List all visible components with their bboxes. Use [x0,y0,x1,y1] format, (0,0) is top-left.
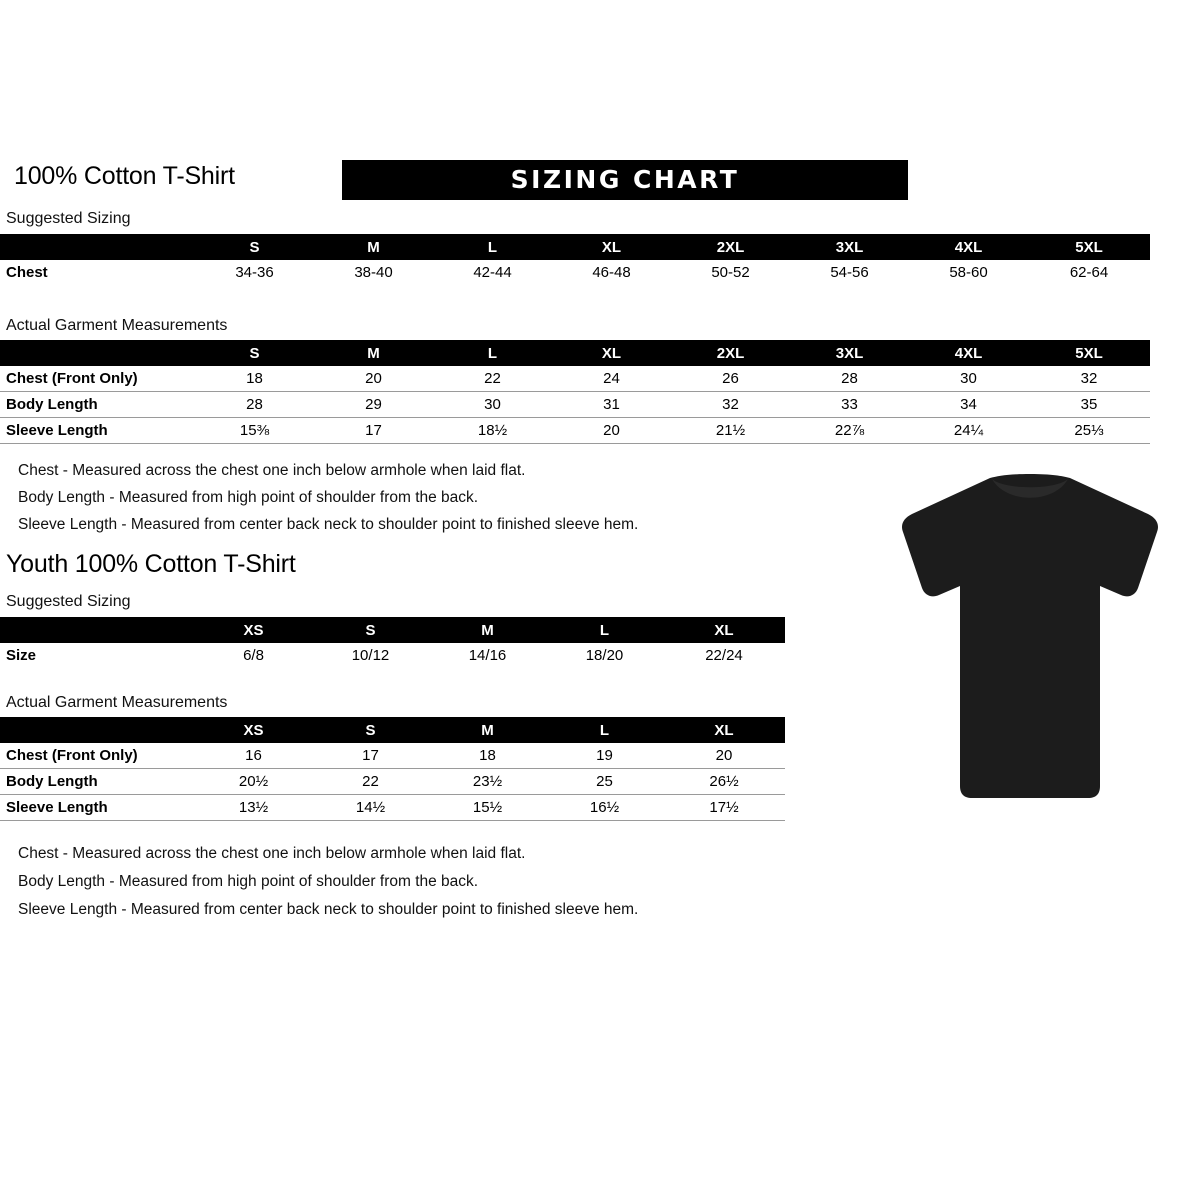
table-row [0,769,785,795]
tshirt-icon [880,470,1180,810]
table-row [0,260,1150,285]
column-header-rowlabel [0,717,195,743]
cell-sleeve-length-l: 16½ [589,799,620,816]
cell-sleeve-length-xl: 17½ [709,799,739,816]
cell-body-length-m: 29 [365,396,382,413]
column-header-3xl: 3XL [790,234,909,260]
table-row [0,643,785,668]
cell-sleeve-length-2xl: 21½ [715,422,746,439]
column-header-s: S [312,617,429,643]
document-header [8,160,908,202]
table-row [0,392,1150,418]
cell-body-length-xl: 31 [603,396,620,413]
youth-suggested-sizing-table [0,617,785,668]
cell-chest-front-3xl: 28 [841,370,858,387]
cell-body-length-s: 28 [246,396,263,413]
column-header-rowlabel [0,234,195,260]
table-header-row [0,717,785,743]
column-header-xl: XL [663,717,785,743]
youth-actual-measurements-table [0,717,785,821]
table-row [0,795,785,821]
youth-note-chest: Chest - Measured across the chest one inch below armhole when laid flat. [18,845,526,862]
cell-sleeve-length-m: 17 [365,422,382,439]
cell-chest-front-s: 18 [246,370,263,387]
cell-sleeve-length-3xl: 22⅞ [834,422,865,439]
column-header-l: L [433,340,552,366]
cell-chest-s: 34-36 [235,264,274,281]
tshirt-illustration [880,470,1180,810]
cell-body-length-2xl: 32 [722,396,739,413]
cell-body-length-4xl: 34 [960,396,977,413]
cell-sleeve-length-4xl: 24¼ [953,422,984,439]
cell-chest-front-l: 22 [484,370,501,387]
column-header-m: M [314,340,433,366]
adult-note-body-length: Body Length - Measured from high point of shoulder from the back. [18,489,479,506]
youth-note-sleeve-length: Sleeve Length - Measured from center back neck to shoulder point to finished sleeve hem. [18,901,639,918]
cell-chest-xl: 46-48 [592,264,631,281]
column-header-l: L [546,617,663,643]
cell-chest-3xl: 54-56 [830,264,869,281]
table-header-row [0,617,785,643]
column-header-xs: XS [195,717,312,743]
cell-chest-2xl: 50-52 [711,264,750,281]
youth-actual-measurements-label: Actual Garment Measurements [6,694,228,711]
row-label-sleeve-length: Sleeve Length [6,422,108,439]
column-header-m: M [429,617,546,643]
cell-body-length-xl: 26½ [709,773,739,790]
cell-body-length-l: 25 [596,773,613,790]
cell-chest-front-4xl: 30 [960,370,977,387]
row-label-size: Size [6,647,37,664]
row-label-chest-front-only: Chest (Front Only) [6,747,138,764]
cell-chest-front-s: 17 [362,747,379,764]
cell-chest-front-l: 19 [596,747,613,764]
column-header-l: L [433,234,552,260]
column-header-3xl: 3XL [790,340,909,366]
cell-size-l: 18/20 [585,647,624,664]
cell-body-length-m: 23½ [472,773,503,790]
cell-chest-l: 42-44 [473,264,512,281]
cell-chest-front-5xl: 32 [1080,370,1098,387]
cell-sleeve-length-s: 15⅜ [239,422,270,439]
column-header-xs: XS [195,617,312,643]
column-header-5xl: 5XL [1028,340,1150,366]
cell-size-m: 14/16 [468,647,507,664]
row-label-chest-front-only: Chest (Front Only) [6,370,138,387]
column-header-rowlabel [0,340,195,366]
column-header-s: S [312,717,429,743]
row-label-chest: Chest [6,264,48,281]
table-row [0,418,1150,444]
cell-size-xl: 22/24 [705,647,743,664]
column-header-l: L [546,717,663,743]
column-header-s: S [195,234,314,260]
column-header-xl: XL [663,617,785,643]
cell-chest-front-m: 20 [365,370,382,387]
cell-chest-front-xl: 24 [603,370,620,387]
column-header-s: S [195,340,314,366]
cell-chest-4xl: 58-60 [949,264,988,281]
cell-sleeve-length-5xl: 25⅓ [1074,422,1104,439]
column-header-4xl: 4XL [909,340,1028,366]
sizing-chart-banner-label: SIZING CHART [510,165,740,194]
adult-suggested-sizing-label: Suggested Sizing [6,210,131,227]
column-header-5xl: 5XL [1028,234,1150,260]
table-row [0,743,785,769]
table-header-row [0,340,1150,366]
cell-chest-front-2xl: 26 [722,370,739,387]
youth-section-title: Youth 100% Cotton T-Shirt [6,550,296,578]
column-header-xl: XL [552,340,671,366]
column-header-xl: XL [552,234,671,260]
column-header-m: M [314,234,433,260]
cell-chest-front-xl: 20 [715,747,733,764]
column-header-2xl: 2XL [671,234,790,260]
cell-sleeve-length-xl: 20 [603,422,620,439]
page-title: 100% Cotton T-Shirt [14,162,235,190]
adult-actual-measurements-label: Actual Garment Measurements [6,317,228,334]
adult-suggested-sizing-table [0,234,1150,285]
column-header-rowlabel [0,617,195,643]
cell-chest-front-xs: 16 [245,747,262,764]
cell-body-length-xs: 20½ [238,773,269,790]
cell-chest-front-m: 18 [479,747,496,764]
cell-body-length-l: 30 [484,396,501,413]
cell-chest-m: 38-40 [354,264,393,281]
cell-size-xs: 6/8 [243,647,264,664]
row-label-body-length: Body Length [6,773,98,790]
cell-sleeve-length-xs: 13½ [238,799,269,816]
cell-size-s: 10/12 [351,647,390,664]
column-header-4xl: 4XL [909,234,1028,260]
adult-note-chest: Chest - Measured across the chest one inch below armhole when laid flat. [18,462,526,479]
cell-body-length-3xl: 33 [841,396,858,413]
table-header-row [0,234,1150,260]
cell-sleeve-length-m: 15½ [472,799,503,816]
adult-note-sleeve-length: Sleeve Length - Measured from center back neck to shoulder point to finished sleeve hem. [18,516,639,533]
row-label-body-length: Body Length [6,396,98,413]
cell-body-length-s: 22 [362,773,379,790]
column-header-2xl: 2XL [671,340,790,366]
row-label-sleeve-length: Sleeve Length [6,799,108,816]
column-header-m: M [429,717,546,743]
sizing-chart-banner [342,160,908,200]
youth-suggested-sizing-label: Suggested Sizing [6,593,131,610]
table-row [0,366,1150,392]
youth-note-body-length: Body Length - Measured from high point of shoulder from the back. [18,873,479,890]
cell-sleeve-length-s: 14½ [355,799,386,816]
cell-chest-5xl: 62-64 [1069,264,1109,281]
cell-sleeve-length-l: 18½ [477,422,508,439]
adult-actual-measurements-table [0,340,1150,444]
cell-body-length-5xl: 35 [1080,396,1098,413]
